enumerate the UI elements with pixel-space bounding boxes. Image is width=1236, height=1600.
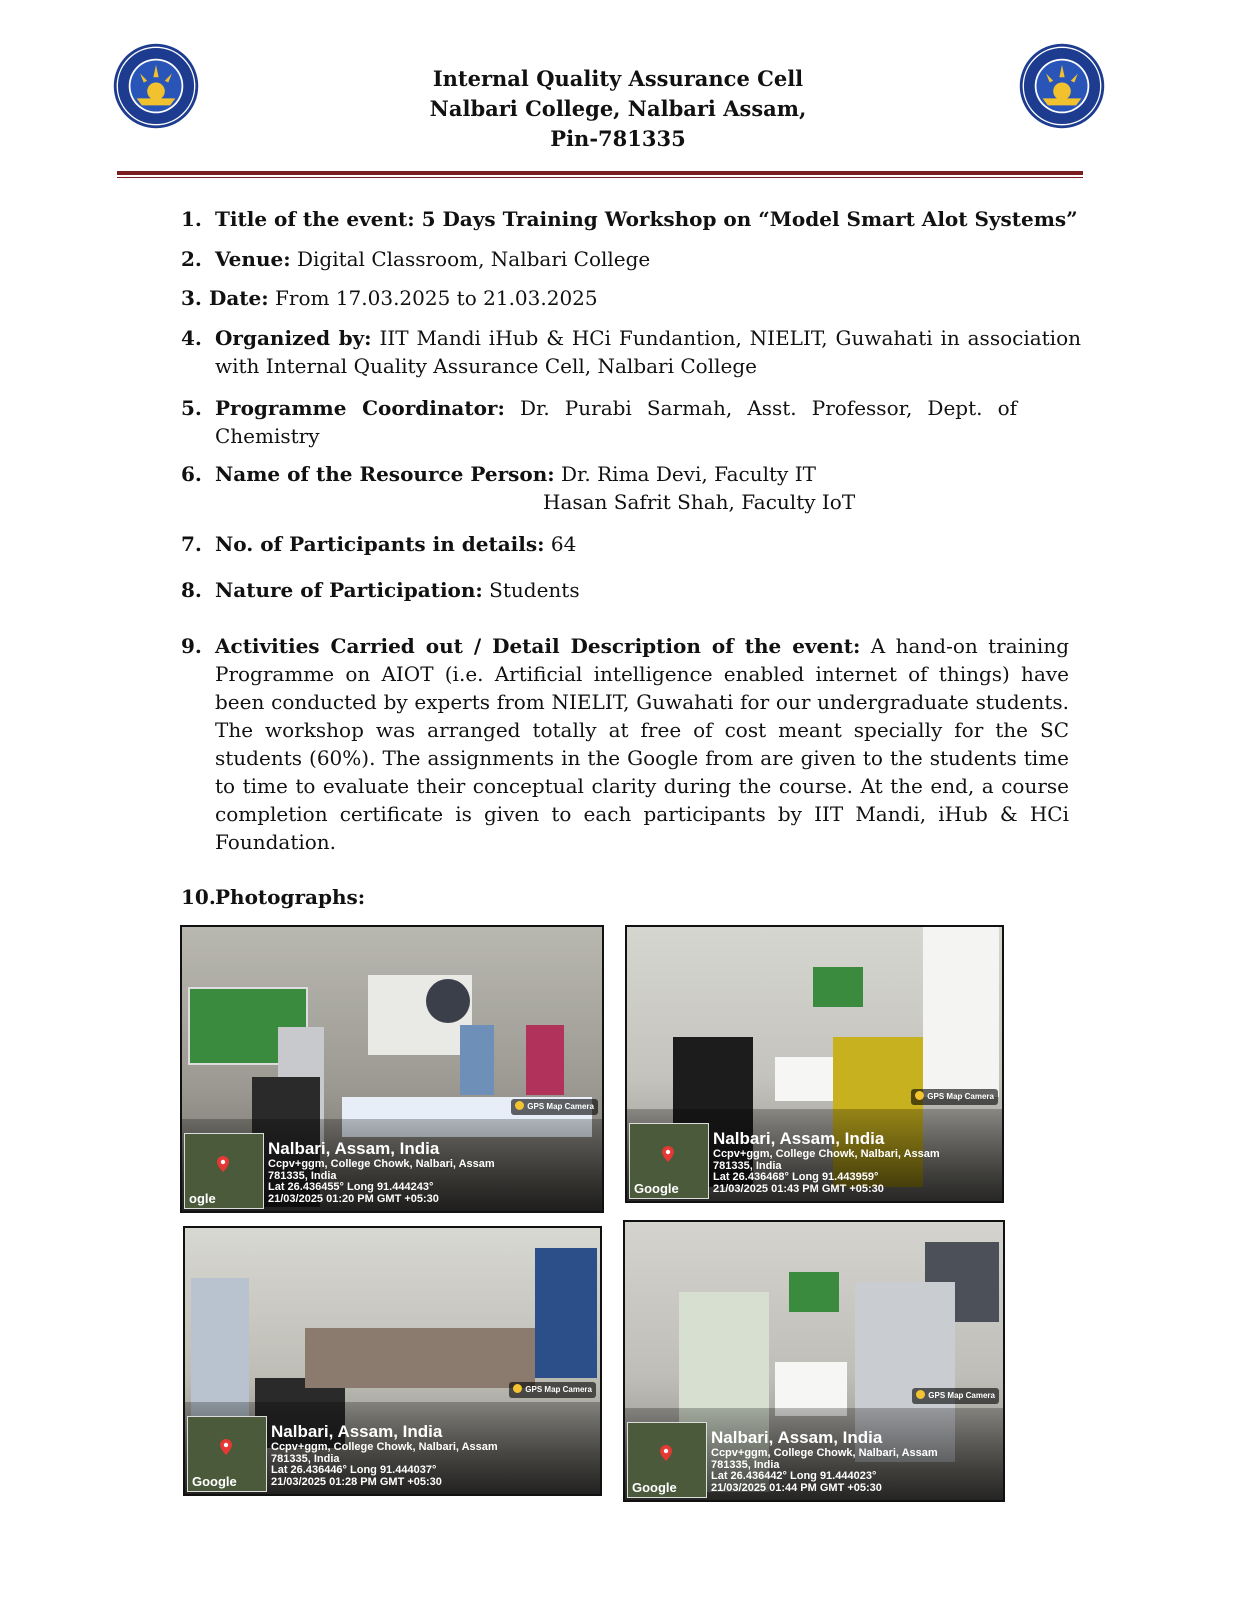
item-number: 8. (181, 578, 202, 602)
venue-value: Digital Classroom, Nalbari College (296, 247, 651, 271)
gps-icon (513, 1384, 522, 1393)
event-title: 5 Days Training Workshop on “Model Smart Alot Systems” (421, 207, 1078, 231)
photo-time: 21/03/2025 01:20 PM GMT +05:30 (268, 1192, 439, 1205)
map-label: Google (192, 1474, 237, 1489)
photo-coords: Lat 26.436442° Long 91.444023° (711, 1470, 877, 1482)
item-number: 10. (181, 885, 216, 909)
map-label: ogle (189, 1191, 216, 1206)
gps-icon (916, 1390, 925, 1399)
resource-person-2: Hasan Safrit Shah, Faculty IoT (543, 490, 856, 514)
audience (305, 1328, 535, 1388)
item-label: Title of the event: (215, 207, 415, 231)
photo-3 (183, 1226, 602, 1496)
screen-display (813, 967, 863, 1007)
gps-badge: GPS Map Camera (911, 1089, 998, 1105)
header-line-1: Internal Quality Assurance Cell (432, 66, 804, 91)
resource-person-1: Dr. Rima Devi, Faculty IT (561, 462, 816, 486)
iot-graphic (426, 979, 470, 1023)
gps-badge: GPS Map Camera (509, 1382, 596, 1398)
map-label: Google (632, 1480, 677, 1495)
photo-address-2: 781335, India (711, 1458, 780, 1471)
photo-address-1: Ccpv+ggm, College Chowk, Nalbari, Assam (268, 1158, 495, 1170)
photo-address-2: 781335, India (268, 1169, 337, 1182)
item-label: Activities Carried out / Detail Description of the event: (215, 634, 861, 658)
header-rule (117, 171, 1083, 175)
item-label: Date: (209, 286, 269, 310)
photo-time: 21/03/2025 01:44 PM GMT +05:30 (711, 1481, 882, 1494)
date-value: From 17.03.2025 to 21.03.2025 (275, 286, 598, 310)
map-thumbnail (184, 1133, 264, 1209)
map-pin-icon (662, 1146, 674, 1162)
map-thumbnail (629, 1123, 709, 1199)
gps-icon (915, 1091, 924, 1100)
map-pin-icon (660, 1445, 672, 1461)
photo-address-2: 781335, India (271, 1452, 340, 1465)
map-thumbnail (187, 1416, 267, 1492)
photo-coords: Lat 26.436468° Long 91.443959° (713, 1171, 879, 1183)
photo-4 (623, 1220, 1005, 1502)
item-number: 1. (181, 207, 202, 231)
item-number: 7. (181, 532, 202, 556)
seated-person (526, 1025, 564, 1095)
photo-time: 21/03/2025 01:43 PM GMT +05:30 (713, 1182, 884, 1195)
photo-place: Nalbari, Assam, India (268, 1139, 440, 1158)
photo-coords: Lat 26.436455° Long 91.444243° (268, 1181, 434, 1193)
item-label: Name of the Resource Person: (215, 462, 555, 486)
photo-address-1: Ccpv+ggm, College Chowk, Nalbari, Assam (711, 1447, 938, 1459)
item-number: 6. (181, 462, 202, 486)
item-label: Photographs: (215, 885, 366, 909)
participants-value: 64 (550, 532, 577, 556)
map-thumbnail (627, 1422, 707, 1498)
item-label: Programme Coordinator: (215, 396, 505, 420)
item-number: 2. (181, 247, 202, 271)
item-number: 5. (181, 396, 202, 420)
certificate (775, 1057, 833, 1101)
photo-caption (711, 1428, 938, 1494)
map-label: Google (634, 1181, 679, 1196)
photo-place: Nalbari, Assam, India (711, 1428, 883, 1447)
photo-place: Nalbari, Assam, India (713, 1129, 885, 1148)
organizer-value: IIT Mandi iHub & HCi Fundantion, NIELIT, Guwahati in association with Internal Quality Assurance Cell, Nalbari College (215, 326, 1082, 378)
photo-2 (625, 925, 1004, 1203)
photo-address-1: Ccpv+ggm, College Chowk, Nalbari, Assam (713, 1148, 940, 1160)
item-label: Organized by: (215, 326, 372, 350)
item-number: 4. (181, 326, 202, 350)
item-label: No. of Participants in details: (215, 532, 545, 556)
screen-display (789, 1272, 839, 1312)
header-line-2: Nalbari College, Nalbari Assam, (429, 96, 807, 121)
map-pin-icon (217, 1156, 229, 1172)
photo-time: 21/03/2025 01:28 PM GMT +05:30 (271, 1475, 442, 1488)
photo-caption (713, 1129, 940, 1195)
activities-description: A hand-on training Programme on AIOT (i.e. Artificial intelligence enabled internet of things) have been conducted by experts from NIELIT, Guwahati for our undergraduate students. The workshop was arranged totally at free of cost meant specially for the SC students (60%). The assignments in the Google from are given to the students time to time to evaluate their conceptual clarity during the course. At the end, a course completion certificate is given to each participants by IIT Mandi, iHub & HCi Foundation. (215, 634, 1069, 854)
gps-icon (515, 1101, 524, 1110)
letterhead (0, 64, 1236, 154)
photo-address-2: 781335, India (713, 1159, 782, 1172)
item-label: Venue: (215, 247, 291, 271)
nature-value: Students (489, 578, 580, 602)
photo-caption (271, 1422, 498, 1488)
header-rule-thin (117, 177, 1083, 178)
gps-badge: GPS Map Camera (912, 1388, 999, 1404)
window (923, 927, 999, 1097)
photo-1 (180, 925, 604, 1213)
item-number: 9. (181, 634, 202, 658)
seated-person (460, 1025, 494, 1095)
gps-badge: GPS Map Camera (511, 1099, 598, 1115)
map-pin-icon (220, 1439, 232, 1455)
header-line-3: Pin-781335 (550, 126, 686, 151)
photo-address-1: Ccpv+ggm, College Chowk, Nalbari, Assam (271, 1441, 498, 1453)
item-number: 3. (181, 286, 202, 310)
photo-coords: Lat 26.436446° Long 91.444037° (271, 1464, 437, 1476)
item-label: Nature of Participation: (215, 578, 483, 602)
window-blinds (535, 1248, 597, 1378)
photo-caption (268, 1139, 495, 1205)
coordinator-value: Dr. Purabi Sarmah, Asst. Professor, Dept. of Chemistry (215, 396, 1018, 448)
photo-place: Nalbari, Assam, India (271, 1422, 443, 1441)
